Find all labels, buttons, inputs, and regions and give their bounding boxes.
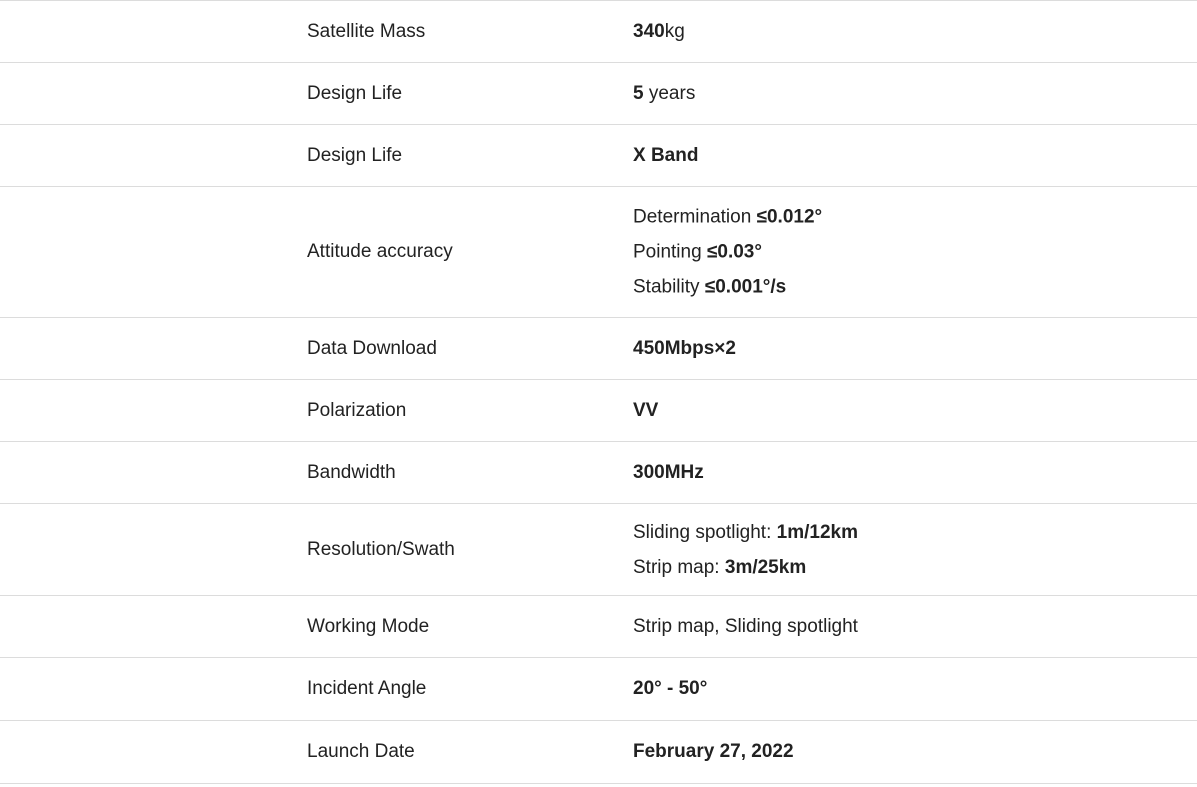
spec-label: Working Mode xyxy=(307,615,430,637)
spec-value-bold: ≤0.012° xyxy=(756,206,823,228)
spec-value-prefix: Strip map: xyxy=(633,556,725,578)
spec-row-bandwidth xyxy=(0,442,1197,504)
spec-label: Resolution/Swath xyxy=(307,538,455,560)
spec-row-polarization xyxy=(0,380,1197,442)
spec-label: Incident Angle xyxy=(307,678,427,699)
spec-value-bold: 3m/25km xyxy=(724,556,807,578)
spec-value-bold: 1m/12km xyxy=(776,521,858,543)
spec-label: Design Life xyxy=(307,144,403,166)
spec-row-attitude-accuracy xyxy=(0,187,1197,318)
spec-row-band xyxy=(0,125,1197,187)
spec-value-bold: 5 xyxy=(633,82,644,104)
spec-label: Satellite Mass xyxy=(307,20,426,42)
spec-value-multiline xyxy=(633,200,822,305)
spec-value-prefix: Stability xyxy=(633,276,705,298)
spec-value-line xyxy=(633,270,822,305)
spec-value: 20° - 50° xyxy=(633,678,708,699)
spec-label: Bandwidth xyxy=(307,461,396,483)
spec-label: Polarization xyxy=(307,399,407,421)
spec-row-design-life xyxy=(0,63,1197,125)
spec-value: 300MHz xyxy=(633,461,704,483)
spec-value-unit: years xyxy=(643,82,696,104)
spec-value-unit: kg xyxy=(664,20,685,42)
spec-value xyxy=(633,21,685,43)
spec-value: X Band xyxy=(633,144,699,166)
spec-label: Attitude accuracy xyxy=(307,241,453,262)
spec-value xyxy=(633,83,695,105)
spec-label: Design Life xyxy=(307,82,403,104)
spec-value-prefix: Pointing xyxy=(633,241,707,263)
spec-value-line xyxy=(633,515,858,550)
spec-label: Launch Date xyxy=(307,741,415,762)
spec-value-bold: ≤0.03° xyxy=(706,241,762,263)
spec-value: February 27, 2022 xyxy=(633,741,794,762)
spec-value-line xyxy=(633,235,822,270)
spec-row-launch-date xyxy=(0,721,1197,784)
spec-label: Data Download xyxy=(307,337,437,359)
spec-row-incident-angle xyxy=(0,658,1197,721)
spec-value-line xyxy=(633,200,822,235)
spec-value-prefix: Sliding spotlight: xyxy=(633,521,777,543)
spec-row-data-download xyxy=(0,318,1197,380)
spec-row-working-mode xyxy=(0,596,1197,658)
spec-value: Strip map, Sliding spotlight xyxy=(633,615,858,637)
spec-row-resolution-swath xyxy=(0,504,1197,596)
spec-value-bold: 340 xyxy=(633,20,665,42)
spec-value-multiline xyxy=(633,515,858,585)
spec-value: 450Mbps×2 xyxy=(633,337,736,359)
spec-value-bold: ≤0.001°/s xyxy=(704,276,787,298)
spec-value-prefix: Determination xyxy=(633,206,757,228)
spec-value: VV xyxy=(633,399,659,421)
spec-row-satellite-mass xyxy=(0,1,1197,63)
spec-value-line xyxy=(633,550,858,585)
